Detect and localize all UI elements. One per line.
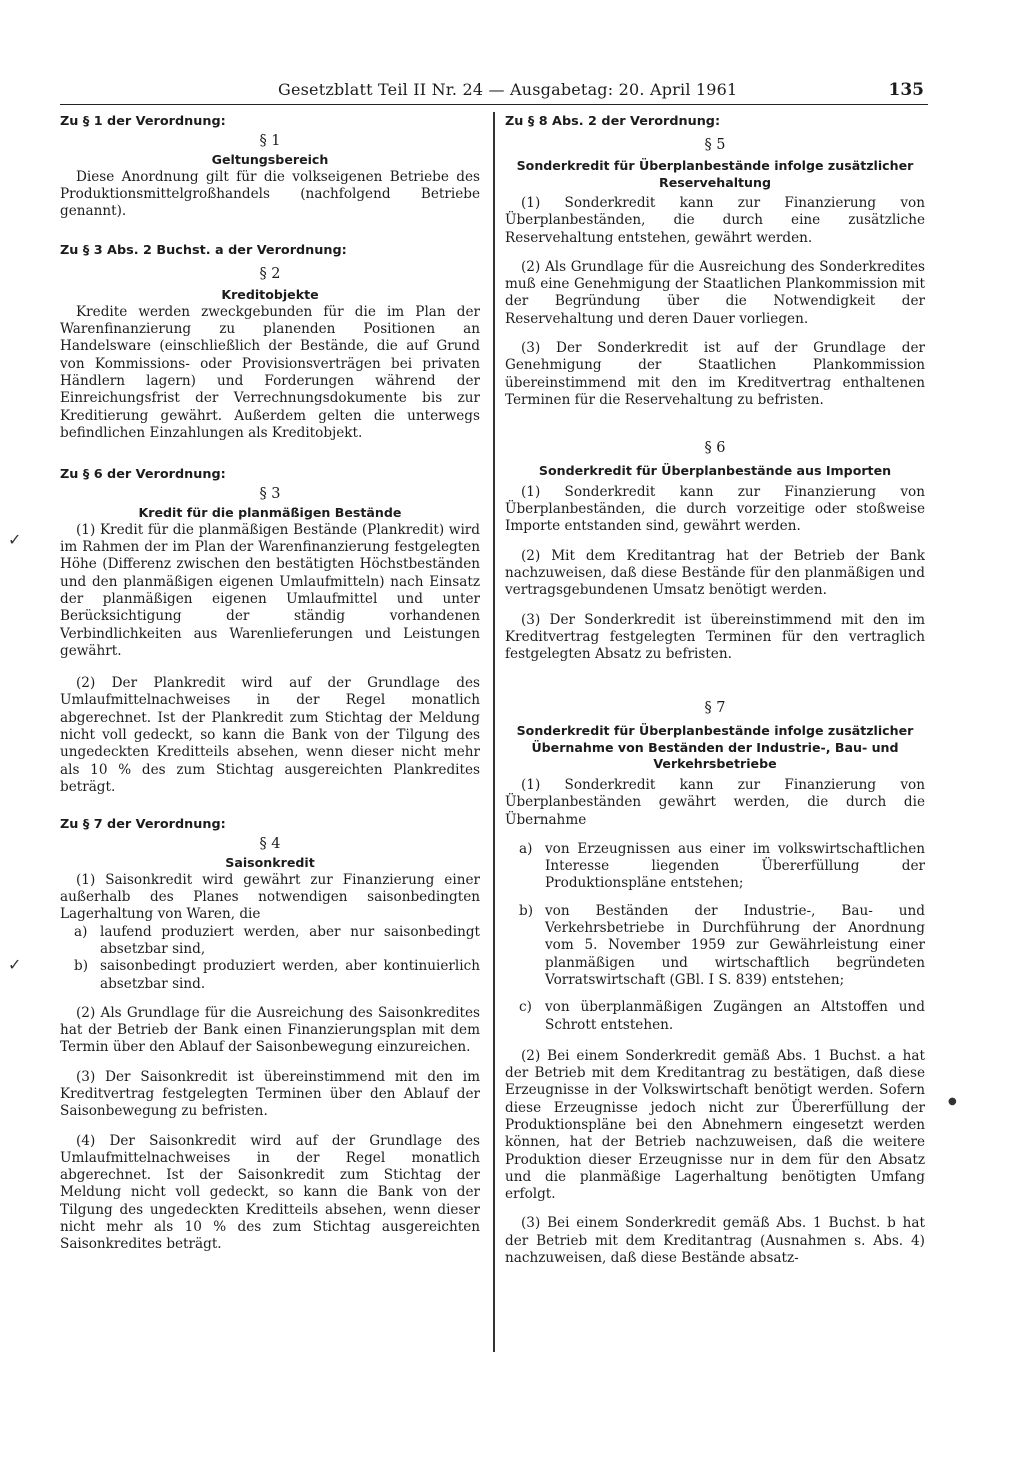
page-header	[60, 80, 928, 105]
list-item	[60, 958, 480, 993]
margin-tick-mark: ✓	[8, 530, 22, 549]
section-heading: Kredit für die planmäßigen Bestände	[138, 505, 402, 521]
list-item	[60, 924, 480, 959]
paragraph: (1) Sonderkredit kann zur Finanzierung von Überplanbeständen gewährt werden, die durch die Übernahme	[505, 776, 925, 828]
left-column	[60, 113, 480, 1254]
list-item	[505, 999, 925, 1034]
section-heading: Sonderkredit für Überplanbestände infolge zusätzlicher Reservehaltung	[516, 158, 914, 190]
section-number: § 6	[704, 440, 726, 457]
list-item-label: a)	[519, 840, 533, 857]
gazette-title: Gesetzblatt Teil II Nr. 24 — Ausgabetag: 20. April 1961	[278, 80, 738, 99]
section-number: § 7	[704, 700, 726, 717]
reference-line: Zu § 6 der Verordnung:	[60, 467, 226, 483]
list-item	[505, 903, 925, 989]
paragraph: (2) Mit dem Kreditantrag hat der Betrieb der Bank nachzuweisen, daß diese Bestände für den planmäßigen und vertragsgebundenen Umsatz benötigt werden.	[505, 547, 925, 599]
list-item-label: a)	[74, 923, 88, 940]
section-number: § 2	[259, 266, 281, 283]
reference-line: Zu § 7 der Verordnung:	[60, 817, 226, 833]
paragraph: (1) Sonderkredit kann zur Finanzierung von Überplanbeständen, die durch eine zusätzliche Reservehaltung entstehen, gewährt werden.	[505, 195, 925, 246]
column-divider	[493, 112, 495, 1352]
section-heading: Saisonkredit	[225, 855, 315, 871]
paragraph: (3) Der Saisonkredit ist übereinstimmend mit den im Kreditvertrag festgelegten Terminen über den Ablauf der Saisonbewegung zu befristen.	[60, 1068, 480, 1120]
paragraph: (2) Der Plankredit wird auf der Grundlage des Umlaufmittelnachweises in der Regel monatlich abgerechnet. Ist der Plankredit zum Stichtag der Meldung nicht voll gedeckt, so kann die Bank von der Tilgung des ungedeckten Kreditteils absehen, wenn dieser nicht mehr als 10 % des zum Stichtag ausgereichten Plankredites beträgt.	[60, 675, 480, 795]
paragraph: Diese Anordnung gilt für die volkseigenen Betriebe des Produktionsmittelgroßhandels (nachfolgend Betriebe genannt).	[60, 168, 480, 220]
paragraph: (1) Kredit für die planmäßigen Bestände (Plankredit) wird im Rahmen der im Plan der Warenfinanzierung festgelegten Höhe (Differenz zwischen den bestätigten Höchstbeständen und den planmäßigen eigenen Umlaufmitteln) nach Einsatz der planmäßigen eigenen Umlaufmittel und unter Berücksichtigung der ständig vorhandenen Verbindlichkeiten aus Warenlieferungen und Leistungen gewährt.	[60, 521, 480, 659]
paragraph: (3) Der Sonderkredit ist übereinstimmend mit den im Kreditvertrag festgelegten Terminen für den vertraglich festgelegten Absatz zu befristen.	[505, 611, 925, 663]
section-number: § 1	[259, 133, 281, 149]
paragraph: Kredite werden zweckgebunden für die im Plan der Warenfinanzierung zu planenden Positionen an Handelsware (einschließlich der Bestände, die auf Grund von Kommissions- oder Provisionsverträgen bei privaten Händlern lagern) und Forderungen während der Einreichungsfrist der Verrechnungsdokumente bis zur Kreditierung gewährt. Außerdem gelten die unterwegs befindlichen Einzahlungen als Kreditobjekt.	[60, 303, 480, 441]
page-number: 135	[888, 80, 924, 100]
list-item-text: von überplanmäßigen Zugängen an Altstoffen und Schrott entstehen.	[545, 999, 925, 1033]
list-item-label: b)	[519, 902, 534, 919]
paragraph: (1) Saisonkredit wird gewährt zur Finanzierung einer außerhalb des Planes notwendigen saisonbedingten Lagerhaltung von Waren, die	[60, 871, 480, 923]
section-number: § 3	[259, 486, 281, 503]
paragraph: (4) Der Saisonkredit wird auf der Grundlage des Umlaufmittelnachweises in der Regel monatlich abgerechnet. Ist der Saisonkredit zum Stichtag der Meldung nicht voll gedeckt, so kann die Bank von der Tilgung des ungedeckten Kreditteils absehen, wenn dieser nicht mehr als 10 % des zum Stichtag ausgereichten Saisonkredites beträgt.	[60, 1132, 480, 1253]
section-number: § 5	[704, 137, 726, 153]
right-column	[505, 113, 925, 1267]
paragraph: (2) Bei einem Sonderkredit gemäß Abs. 1 Buchst. a hat der Betrieb mit dem Kreditantrag zu bestätigen, daß diese Erzeugnisse in der Volkswirtschaft benötigt werden. Sofern diese Erzeugnisse jedoch nicht zur Übererfüllung der Produktionspläne bei den Abnehmern eingesetzt werden können, hat der Betrieb nachzuweisen, daß die weitere Produktion dieser Erzeugnisse nur in dem für den Absatz und die planmäßige Lagerhaltung benötigten Umfang erfolgt.	[505, 1047, 925, 1203]
list-item	[505, 841, 925, 893]
list-item-label: b)	[74, 958, 89, 975]
list-item-text: laufend produziert werden, aber nur saisonbedingt absetzbar sind,	[100, 923, 480, 957]
section-heading: Sonderkredit für Überplanbestände infolge zusätzlicher Übernahme von Beständen der Industrie-, Bau- und Verkehrsbetriebe	[516, 723, 914, 772]
list-item-text: saisonbedingt produziert werden, aber kontinuierlich absetzbar sind.	[100, 958, 480, 992]
section-number: § 4	[259, 836, 281, 853]
reference-line: Zu § 1 der Verordnung:	[60, 114, 226, 129]
reference-line: Zu § 3 Abs. 2 Buchst. a der Verordnung:	[60, 243, 347, 259]
paragraph: (1) Sonderkredit kann zur Finanzierung von Überplanbeständen, die durch vorzeitige oder stoßweise Importe entstanden sind, gewährt werden.	[505, 483, 925, 535]
section-heading: Geltungsbereich	[211, 152, 329, 167]
section-heading: Kreditobjekte	[221, 287, 319, 303]
section-heading: Sonderkredit für Überplanbestände aus Importen	[538, 463, 892, 479]
paragraph: (3) Der Sonderkredit ist auf der Grundlage der Genehmigung der Staatlichen Plankommission übereinstimmend mit den im Kreditvertrag enthaltenen Terminen für die Reservehaltung zu befristen.	[505, 340, 925, 408]
margin-dot-mark: ●	[948, 1096, 957, 1107]
paragraph: (2) Als Grundlage für die Ausreichung des Saisonkredites hat der Betrieb der Bank einen Finanzierungsplan mit dem Termin über den Ablauf der Saisonbewegung einzureichen.	[60, 1004, 480, 1056]
paragraph: (2) Als Grundlage für die Ausreichung des Sonderkredites muß eine Genehmigung der Staatlichen Plankommission mit der Begründung über die Notwendigkeit der Reservehaltung und deren Dauer vorliegen.	[505, 258, 925, 327]
margin-tick-mark: ✓	[8, 955, 22, 974]
reference-line: Zu § 8 Abs. 2 der Verordnung:	[505, 114, 721, 129]
list-item-label: c)	[519, 999, 532, 1016]
paragraph: (3) Bei einem Sonderkredit gemäß Abs. 1 Buchst. b hat der Betrieb mit dem Kreditantrag (Ausnahmen s. Abs. 4) nachzuweisen, daß diese Bestände absatz-	[505, 1215, 925, 1267]
list-item-text: von Erzeugnissen aus einer im volkswirtschaftlichen Interesse liegenden Übererfüllung der Produktionspläne entstehen;	[545, 840, 925, 892]
list-item-text: von Beständen der Industrie-, Bau- und Verkehrsbetriebe in Durchführung der Anordnung vom 5. November 1959 zur Gewährleistung einer planmäßigen und wirtschaftlich begründeten Vorratswirtschaft (GBl. I S. 839) entstehen;	[545, 902, 925, 988]
